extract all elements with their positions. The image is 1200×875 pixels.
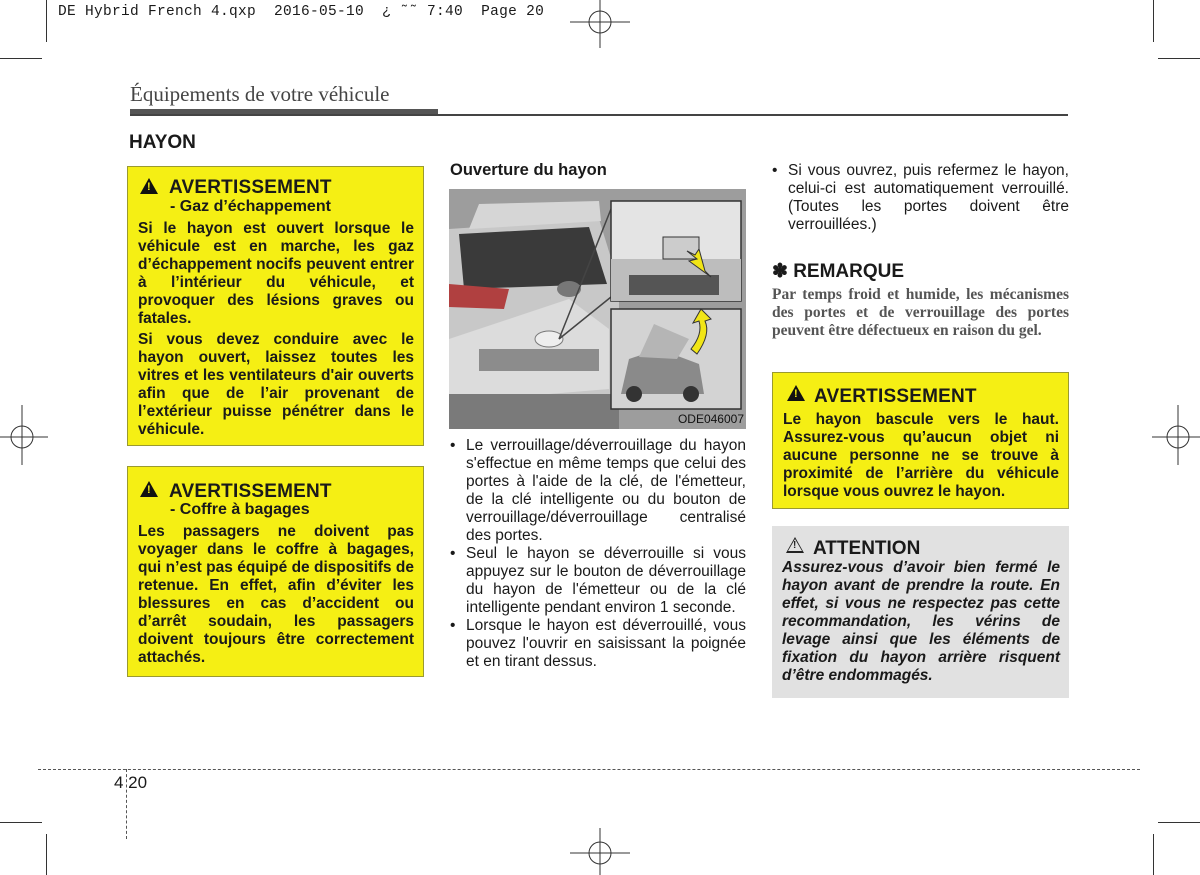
warning-box-exhaust [127,166,424,446]
warning-box-tailgate [772,372,1069,509]
crop-mark [1158,58,1200,59]
crop-mark [1153,834,1154,875]
warning-paragraph: Si vous devez conduire avec le hayon ouvert, laissez toutes les vitres et les ventilateurs d'air ouverts afin que de l’air provenant de l’extérieur puisse pénétrer dans le véhicule. [138,331,414,438]
crop-mark [1153,0,1154,42]
attention-title: ATTENTION [813,538,921,559]
attention-body: Assurez-vous d’avoir bien fermé le hayon avant de prendre la route. En effet, si vous ne respectez pas cette recommandation, les vérins de levage ainsi que les éléments de fixation du hayon arrière risquent d’être endommagés. [782,559,1060,684]
attention-box [772,526,1069,698]
warning-triangle-icon [787,385,805,401]
warning-title: AVERTISSEMENT [169,481,332,502]
footer-rule [38,769,1140,770]
caution-triangle-icon [786,537,804,553]
registration-mark-left [0,405,48,465]
registration-mark-top [570,0,630,48]
print-header: DE Hybrid French 4.qxp 2016-05-10 ¿ ˜˜ 7:40 Page 20 [58,4,545,20]
header-rule [130,114,1068,116]
warning-box-luggage [127,466,424,677]
right-bullets [772,162,1069,234]
opening-bullets [450,437,746,671]
car-rear-illustration [449,189,746,429]
list-item: • Seul le hayon se déverrouille si vous appuyez sur le bouton de déverrouillage du hayon de l'émetteur ou de la clé intelligente pendant environ 1 seconde. [450,545,746,617]
figure-code: ODE046007 [677,412,744,426]
warning-body: Les passagers ne doivent pas voyager dans le coffre à bagages, qui n’est pas équipé de dispositifs de retenue. En effet, afin d’éviter les blessures en cas d’accident ou d’arrêt soudain, les passagers doivent toujours être correctement attachés. [138,523,414,666]
warning-body: Le hayon bascule vers le haut. Assurez-vous qu’aucun objet ni aucune personne ne se trouve à proximité de l’arrière du véhicule lorsque vous ouvrez le hayon. [783,411,1059,500]
crop-mark [46,834,47,875]
warning-subtitle: - Gaz d’échappement [170,198,331,215]
remarque-title: ✽ REMARQUE [772,261,905,282]
warning-triangle-icon [140,178,158,194]
warning-title: AVERTISSEMENT [814,386,977,407]
page-heading: HAYON [129,132,196,153]
warning-triangle-icon [140,481,158,497]
page-number: 4 20 [114,773,148,792]
remarque-body: Par temps froid et humide, les mécanismes des portes et de verrouillage des portes peuvent être défectueux en raison du gel. [772,286,1069,339]
list-item: • Le verrouillage/déverrouillage du hayon s'effectue en même temps que celui des portes à l'aide de la clé, de l'émetteur, de la clé intelligente ou du bouton de verrouillage/déverrouillage centralisé des portes. [450,437,746,545]
subsection-title: Ouverture du hayon [450,161,607,179]
section-title: Équipements de votre véhicule [130,82,390,106]
list-item: • Lorsque le hayon est déverrouillé, vous pouvez l'ouvrir en saisissant la poignée et en tirant dessus. [450,617,746,671]
warning-body [138,220,414,442]
list-item: • Si vous ouvrez, puis refermez le hayon, celui-ci est automatiquement verrouillé. (Toutes les portes doivent être verrouillées.) [772,162,1069,234]
registration-mark-right [1152,405,1200,465]
registration-mark-bottom [570,828,630,875]
crop-mark [0,58,42,59]
tailgate-figure [449,189,746,429]
crop-mark [1158,822,1200,823]
crop-mark [0,822,42,823]
warning-paragraph: Si le hayon est ouvert lorsque le véhicule est en marche, les gaz d’échappement nocifs peuvent entrer à l’intérieur du véhicule, et provoquer des lésions graves ou fatales. [138,220,414,327]
warning-title: AVERTISSEMENT [169,177,332,198]
warning-subtitle: - Coffre à bagages [170,501,310,518]
crop-mark [46,0,47,42]
